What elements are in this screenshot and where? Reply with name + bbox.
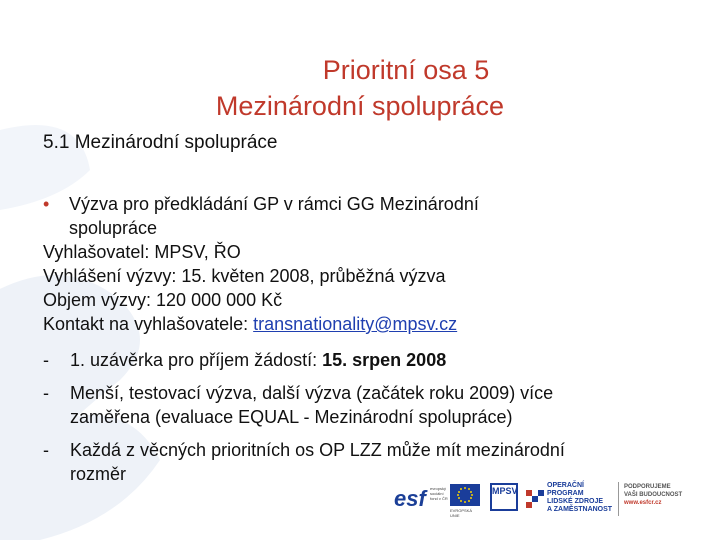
bullet-text-line-2: spolupráce — [69, 218, 158, 238]
announcer-value: MPSV, ŘO — [149, 242, 241, 262]
footer-logos — [392, 480, 720, 520]
priority-axes-line-1: Každá z věcných prioritních os OP LZZ může mít mezinárodní — [70, 440, 565, 460]
dash-marker: - — [43, 440, 49, 460]
slide-title — [0, 52, 720, 124]
announcer-line — [43, 240, 683, 264]
support-url: www.esfcr.cz — [624, 500, 662, 506]
priority-axes-line-2: rozměr — [70, 464, 127, 484]
dash-marker: - — [43, 383, 49, 403]
smaller-call-line-1: Menší, testovací výzva, další výzva (začátek roku 2009) více — [70, 383, 554, 403]
announcer-label: Vyhlašovatel: — [43, 242, 150, 262]
eu-flag-icon — [450, 484, 480, 506]
volume-label: Objem výzvy: — [43, 290, 152, 310]
dash-item-smaller-call — [43, 381, 683, 429]
op-text-line-2: LIDSKÉ ZDROJE — [547, 498, 604, 505]
announcement-label: Vyhlášení výzvy — [43, 266, 172, 286]
deadline-date: 15. srpen 2008 — [322, 350, 447, 370]
volume-value: 120 000 000 Kč — [151, 290, 283, 310]
support-slogan — [624, 483, 714, 507]
op-text-line-1: OPERAČNÍ PROGRAM — [547, 482, 584, 497]
bullet-item — [43, 192, 683, 240]
support-line-1: PODPORUJEME — [624, 484, 671, 490]
announcement-value: : 15. květen 2008, průběžná výzva — [171, 266, 446, 286]
dash-marker: - — [43, 350, 49, 370]
deadline-text: 1. uzávěrka pro příjem žádostí: — [70, 350, 323, 370]
esf-caption: evropský sociální fond v ČR — [430, 486, 448, 501]
support-line-2: VAŠI BUDOUCNOST — [624, 492, 683, 498]
bullet-text-line-1: Výzva pro předkládání GP v rámci GG Mezinárodní — [69, 194, 479, 214]
dash-item-priority-axes — [43, 438, 683, 486]
contact-separator: : — [243, 314, 254, 334]
logo-divider — [618, 482, 619, 516]
section-heading: 5.1 Mezinárodní spolupráce — [43, 132, 278, 153]
slide-body — [43, 192, 683, 486]
contact-email-link[interactable]: transnationality@mpsv.cz — [253, 314, 458, 334]
title-line-1: Prioritní osa 5 — [322, 55, 490, 85]
op-lzz-icon — [526, 488, 544, 510]
op-text-line-3: A ZAMĚSTNANOST — [547, 506, 613, 513]
bullet-marker: • — [43, 194, 50, 214]
volume-line — [43, 288, 683, 312]
contact-label: Kontakt na vyhlašovatele — [43, 314, 244, 334]
dash-item-deadline — [43, 348, 683, 372]
title-line-2: Mezinárodní spolupráce — [215, 91, 505, 121]
announcement-date-line — [43, 264, 683, 288]
mpsv-logo: MPSV — [490, 483, 518, 511]
smaller-call-line-2: zaměřena (evaluace EQUAL - Mezinárodní spolupráce) — [70, 407, 513, 427]
esf-logo: esf — [394, 486, 426, 511]
op-lzz-text — [547, 482, 617, 514]
contact-line — [43, 312, 683, 336]
eu-caption: EVROPSKÁ UNIE — [450, 508, 473, 518]
